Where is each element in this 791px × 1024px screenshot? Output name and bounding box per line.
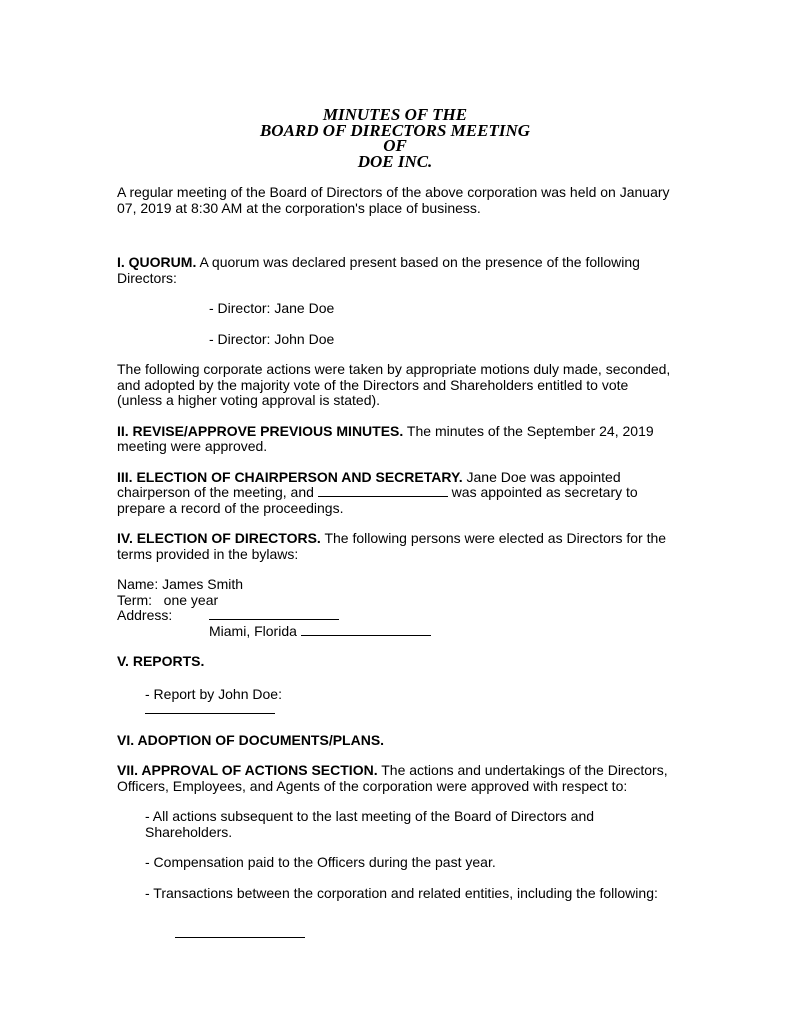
previous-minutes-text: The minutes of the September 24, 2019 meeting were approved. [117,422,654,454]
approval-item: - Compensation paid to the Officers during the past year. [145,854,496,870]
address-label: Address: [117,607,173,623]
election-chair-text-before: Jane Doe was appointed chairperson of the meeting, and [117,468,621,500]
name-value: James Smith [162,576,244,592]
election-chair-text-after: was appointed as secretary to prepare a record of the proceedings. [117,484,638,516]
name-label: Name: [117,576,159,592]
transactions-blank-row [117,926,677,942]
previous-minutes-heading: II. REVISE/APPROVE PREVIOUS MINUTES. [117,422,404,439]
approval-text: The actions and undertakings of the Directors, Officers, Employees, and Agents of the corporation were approved with respect to: [117,762,668,794]
term-value: one year [163,591,219,608]
director-item: - Director: John Doe [209,330,335,347]
title-line-1: MINUTES OF THE [322,105,468,124]
report-blank-row [117,702,677,718]
title-line-2: BOARD OF DIRECTORS MEETING [259,120,531,140]
election-directors-heading: IV. ELECTION OF DIRECTORS. [117,530,321,546]
document-title [117,107,673,169]
approval-heading: VII. APPROVAL OF ACTIONS SECTION. [117,762,378,778]
report-item: - Report by John Doe: [145,685,282,702]
election-directors-section [117,531,677,562]
quorum-section [117,255,677,286]
secretary-blank-line [318,485,448,497]
document-page [117,107,677,942]
quorum-heading: I. QUORUM. [117,254,197,270]
term-label: Term: [117,591,152,608]
address-blank-line [209,608,339,620]
nominee-block [117,577,677,639]
approval-item: - Transactions between the corporation and related entities, including the following: [145,884,658,901]
approval-section [117,763,677,794]
election-chair-section [117,470,677,517]
election-chair-heading: III. ELECTION OF CHAIRPERSON AND SECRETARY. [117,468,463,485]
city-blank-line [301,624,431,636]
reports-heading: V. REPORTS. [117,653,205,669]
director-item: - Director: Jane Doe [209,300,335,316]
transactions-blank-line [175,926,305,938]
adoption-heading: VI. ADOPTION OF DOCUMENTS/PLANS. [117,731,385,748]
title-line-3: OF [383,136,407,155]
report-blank-line [145,702,275,714]
previous-minutes-section [117,424,677,455]
election-directors-text: The following persons were elected as Directors for the terms provided in the bylaws: [117,530,667,562]
quorum-text: A quorum was declared present based on the presence of the following Directors: [117,254,640,286]
city-value: Miami, Florida [209,622,297,639]
corporate-actions-paragraph: The following corporate actions were taken by appropriate motions duly made, seconded, and adopted by the majority vote of the Directors and Shareholders entitled to vote (unless a higher voting approval is stated). [117,361,671,408]
approval-item: - All actions subsequent to the last meeting of the Board of Directors and Shareholders. [145,808,595,840]
intro-paragraph: A regular meeting of the Board of Directors of the above corporation was held on January 07, 2019 at 8:30 AM at the corporation's place of business. [117,184,670,216]
title-line-4: DOE INC. [357,151,433,171]
